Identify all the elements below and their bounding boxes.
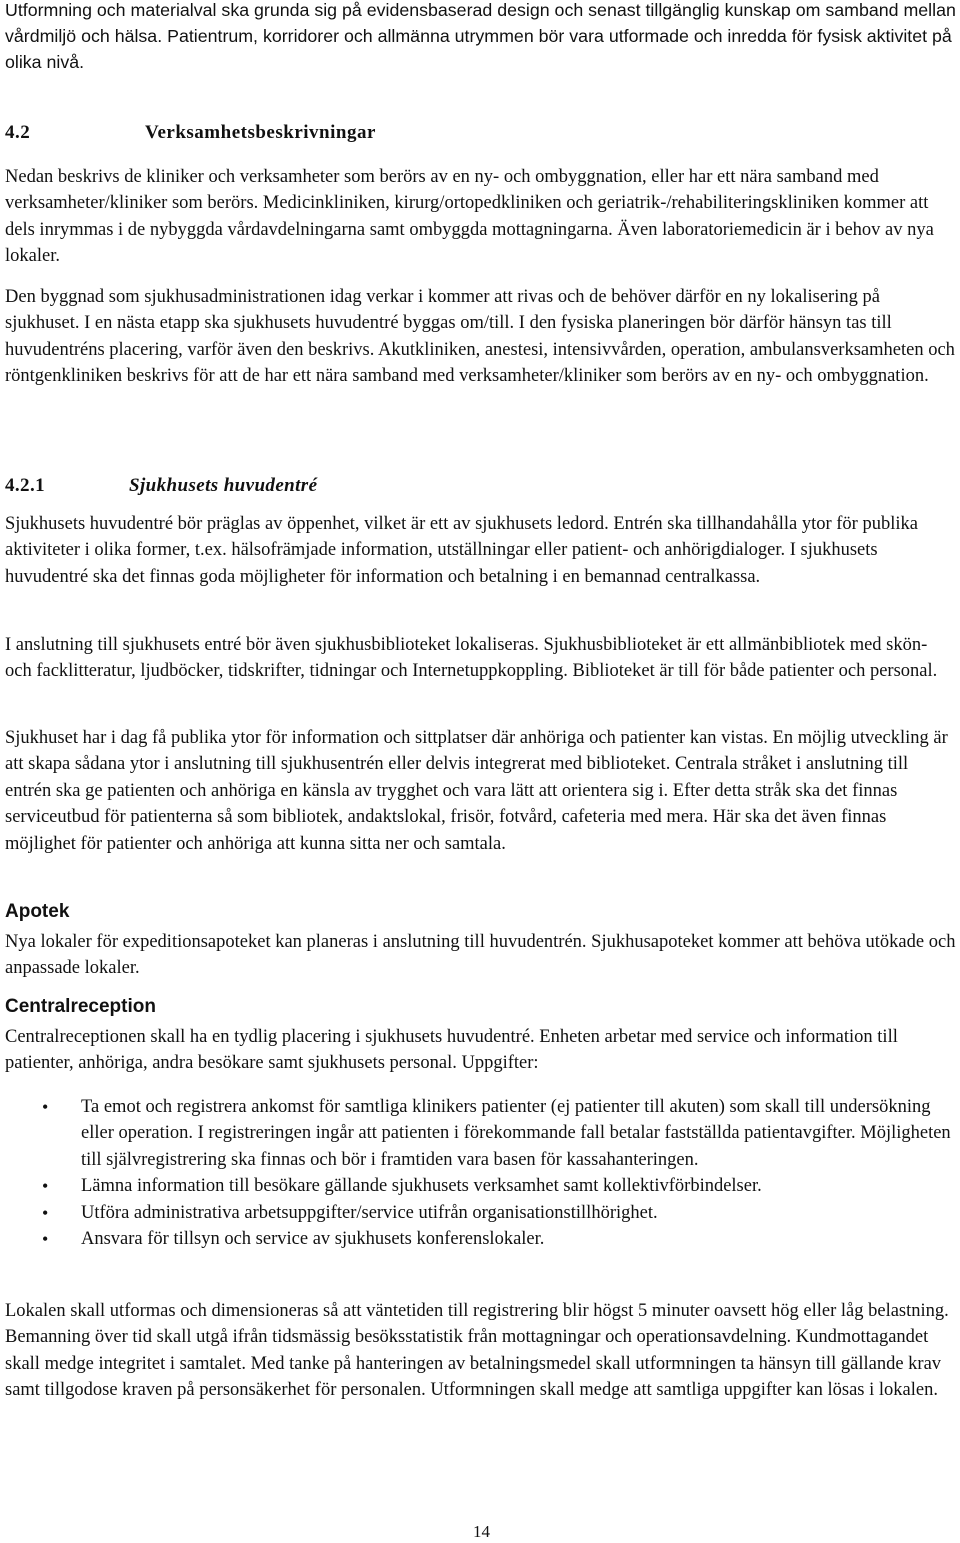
list-item bbox=[5, 1200, 958, 1226]
subsection-number: 4.2.1 bbox=[5, 475, 45, 496]
bullet-icon: • bbox=[42, 1202, 49, 1223]
list-item-text: Ta emot och registrera ankomst för samtliga klinikers patienter (ej patienter till akuten) som skall till undersökning eller operation. I registreringen ingår att patienten i förekommande fall betalar fastställda patientavgifter. Möjligheten till självregistrering ska finnas och bör i framtiden vara basen för kassahanteringen. bbox=[81, 1097, 951, 1170]
section-heading-4-2 bbox=[5, 122, 958, 144]
bullet-icon: • bbox=[42, 1097, 49, 1117]
centralreception-heading: Centralreception bbox=[5, 996, 156, 1017]
list-item bbox=[5, 1226, 958, 1252]
list-item-text: Utföra administrativa arbetsuppgifter/service utifrån organisationstillhörighet. bbox=[81, 1202, 658, 1223]
page-number: 14 bbox=[473, 1522, 490, 1541]
section-title: Verksamhetsbeskrivningar bbox=[145, 122, 376, 143]
bullet-icon: • bbox=[42, 1229, 49, 1250]
task-list bbox=[5, 1094, 958, 1252]
section-heading-4-2-1 bbox=[5, 475, 958, 497]
section-number: 4.2 bbox=[5, 122, 31, 143]
subsection-title: Sjukhusets huvudentré bbox=[129, 475, 318, 496]
apotek-heading: Apotek bbox=[5, 901, 70, 922]
paragraph-affected-clinics: Nedan beskrivs de kliniker och verksamheter som berörs av en ny- och ombyggnation, eller har ett nära samband med verksamheter/kliniker som berörs. Medicinkliniken, kirurg/ortopedkliniken och geriatrik-/rehabiliteringskliniken kommer att dels inrymmas i de nybyggda vårdavdelningarna samt ombyggda mottagningarna. Även laboratoriemedicin är i behov av nya lokaler. bbox=[5, 167, 934, 267]
list-item bbox=[5, 1173, 958, 1199]
paragraph-library: I anslutning till sjukhusets entré bör även sjukhusbiblioteket lokaliseras. Sjukhusbiblioteket är ett allmänbibliotek med skön- och facklitteratur, ljudböcker, tidskrifter, tidningar och Internetuppkoppling. Biblioteket är till för både patienter och personal. bbox=[5, 635, 938, 682]
paragraph-main-entrance: Sjukhusets huvudentré bör präglas av öppenhet, vilket är ett av sjukhusets ledord. Entrén ska tillhandahålla ytor för publika aktiviteter i olika former, t.ex. hälsofrämjade information, utställningar eller patient- och anhörigdialoger. I sjukhusets huvudentré ska det finnas goda möjligheter för information och betalning i en bemannad centralkassa. bbox=[5, 514, 918, 587]
list-item-text: Lämna information till besökare gällande sjukhusets verksamhet samt kollektivförbindelser. bbox=[81, 1176, 762, 1197]
paragraph-centralreception: Centralreceptionen skall ha en tydlig placering i sjukhusets huvudentré. Enheten arbetar med service och information till patienter, anhöriga, andra besökare samt sjukhusets personal. Uppgifter: bbox=[5, 1027, 898, 1074]
bullet-icon: • bbox=[42, 1176, 49, 1197]
list-item bbox=[5, 1094, 958, 1173]
intro-paragraph: Utformning och materialval ska grunda sig på evidensbaserad design och senast tillgänglig kunskap om samband mellan vårdmiljö och hälsa. Patientrum, korridorer och allmänna utrymmen bör vara utformade och inredda för fysisk aktivitet på olika nivå. bbox=[5, 0, 956, 72]
list-item-text: Ansvara för tillsyn och service av sjukhusets konferenslokaler. bbox=[81, 1229, 545, 1250]
paragraph-premises-requirements: Lokalen skall utformas och dimensioneras så att väntetiden till registrering blir högst 5 minuter oavsett hög eller låg belastning. Bemanning över tid skall utgå ifrån tidsmässig besöksstatistik från mottagningar och operationsavdelning. Kundmottagandet skall medge integritet i samtalet. Med tanke på hanteringen av betalningsmedel skall utformningen ta hänsyn till gällande krav samt tillgodose kraven på personsäkerhet för personalen. Utformningen skall medge att samtliga uppgifter kan lösas i lokalen. bbox=[5, 1301, 949, 1401]
paragraph-public-spaces: Sjukhuset har i dag få publika ytor för information och sittplatser där anhöriga och patienter kan vistas. En möjlig utveckling är att skapa sådana ytor i anslutning till sjukhusentrén eller delvis integrerat med biblioteket. Centrala stråket i anslutning till entrén ska ge patienten och anhöriga en känsla av trygghet och vara lätt att orientera sig i. Efter detta stråk ska det finnas serviceutbud för patienterna så som bibliotek, andaktslokal, frisör, fotvård, cafeteria med mera. Här ska det även finnas möjlighet för patienter och anhöriga att kunna sitta ner och samtala. bbox=[5, 728, 948, 854]
paragraph-administration: Den byggnad som sjukhusadministrationen idag verkar i kommer att rivas och de behöver därför en ny lokalisering på sjukhuset. I en nästa etapp ska sjukhusets huvudentré byggas om/till. I den fysiska planeringen bör därför hänsyn tas till huvudentréns placering, varför även den beskrivs. Akutkliniken, anestesi, intensivvården, operation, ambulansverksamheten och röntgenkliniken beskrivs för att de har ett nära samband med verksamheter/kliniker som berörs av en ny- och ombyggnation. bbox=[5, 287, 955, 387]
paragraph-apotek: Nya lokaler för expeditionsapoteket kan planeras i anslutning till huvudentrén. Sjukhusapoteket kommer att behöva utökade och anpassade lokaler. bbox=[5, 932, 956, 979]
